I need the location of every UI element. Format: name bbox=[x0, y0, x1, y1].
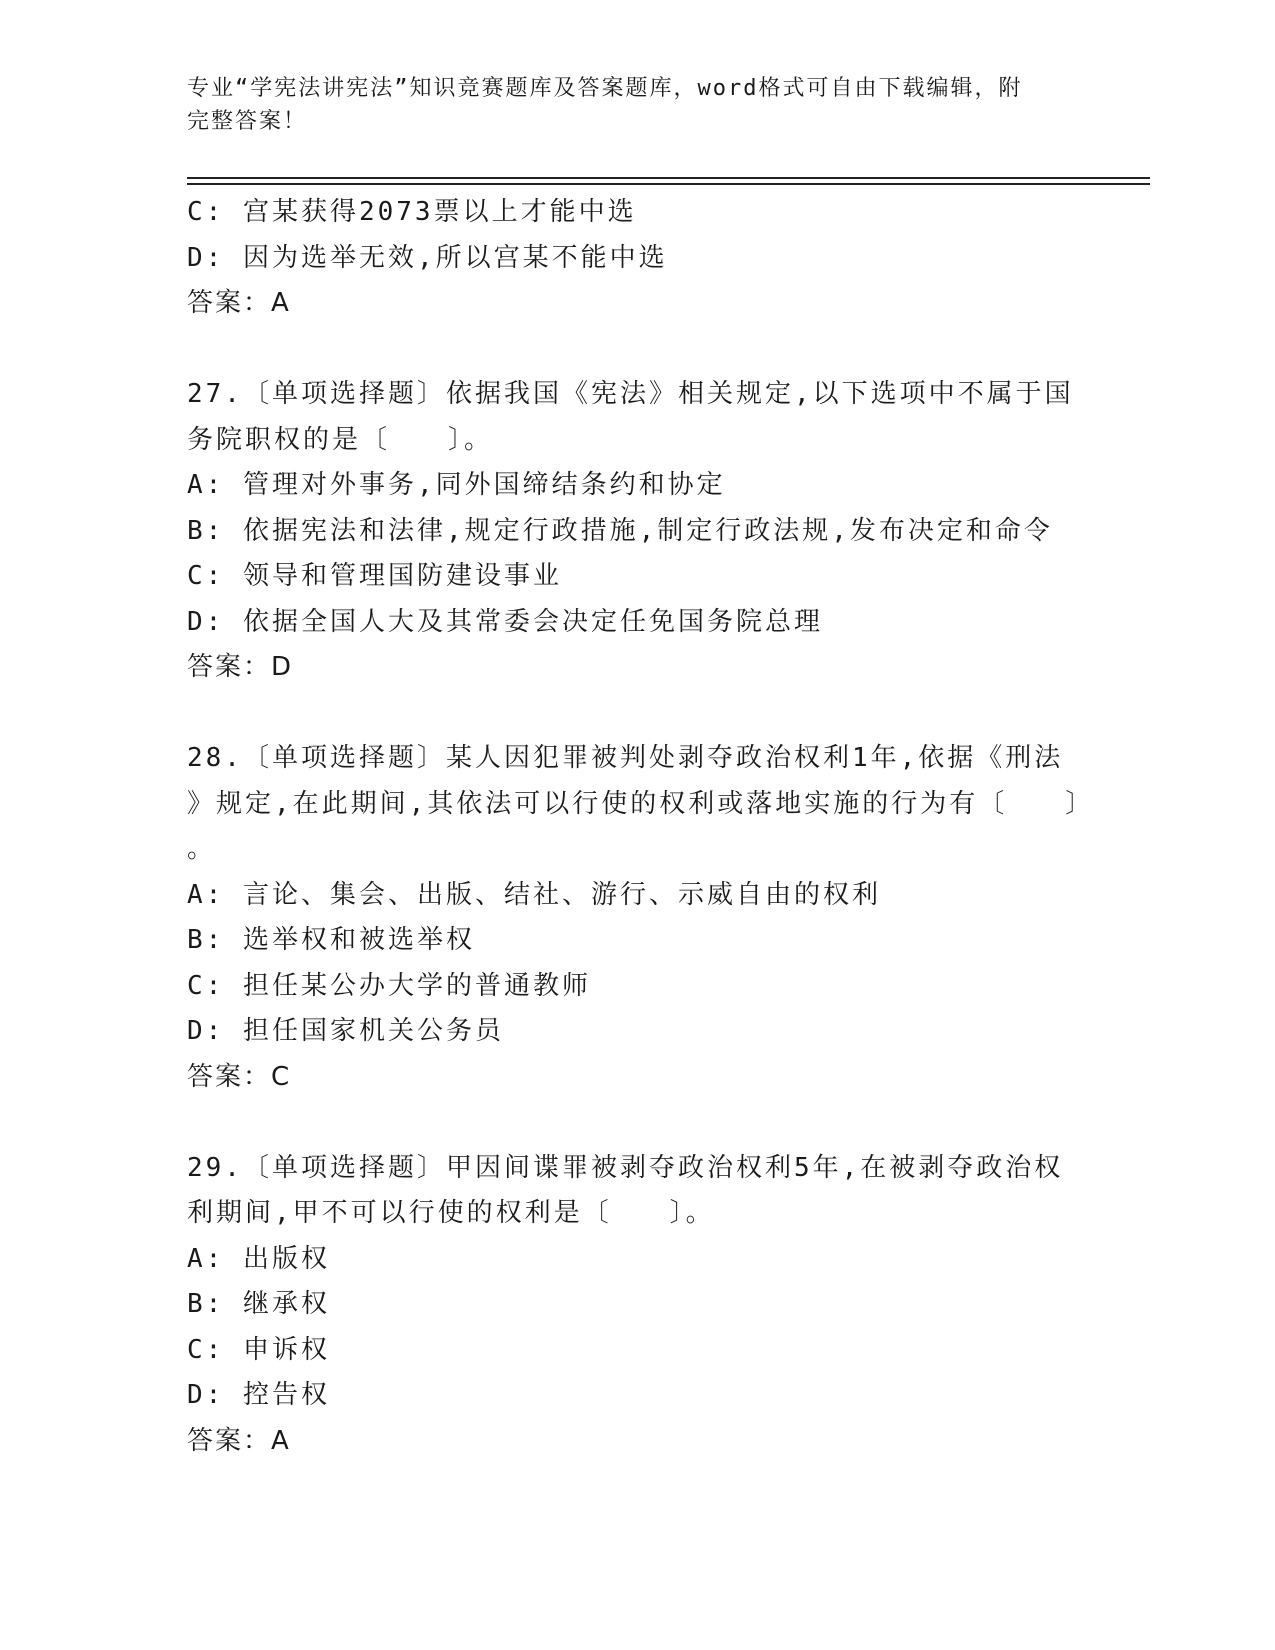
spacer bbox=[187, 1100, 1067, 1146]
option-b: B: 选举权和被选举权 bbox=[187, 925, 475, 955]
option-b: B: 继承权 bbox=[187, 1289, 330, 1319]
option-d: D: 因为选举无效,所以宫某不能中选 bbox=[187, 242, 668, 273]
option-c: C: 申诉权 bbox=[187, 1334, 330, 1365]
header-divider-bottom bbox=[187, 183, 1150, 185]
previous-question-tail bbox=[187, 190, 1067, 327]
question-text-line: 。 bbox=[187, 834, 217, 864]
option-a: A: 管理对外事务,同外国缔结条约和协定 bbox=[187, 470, 726, 500]
question-28 bbox=[187, 736, 1095, 1100]
answer-line: 答案：C bbox=[187, 1061, 292, 1092]
answer-line: 答案：A bbox=[187, 1425, 291, 1456]
question-29 bbox=[187, 1146, 1067, 1465]
question-27 bbox=[187, 372, 1074, 691]
option-c: C: 担任某公办大学的普通教师 bbox=[187, 970, 591, 1001]
option-c: C: 领导和管理国防建设事业 bbox=[187, 561, 562, 591]
header-line-2: 完整答案！ bbox=[187, 109, 308, 134]
question-text-line: 利期间,甲不可以行使的权利是〔 〕。 bbox=[187, 1198, 715, 1228]
option-d: D: 依据全国人大及其常委会决定任免国务院总理 bbox=[187, 606, 823, 637]
option-d: D: 担任国家机关公务员 bbox=[187, 1016, 504, 1046]
question-text-line: 29.〔单项选择题〕甲因间谍罪被剥夺政治权利5年,在被剥夺政治权 bbox=[187, 1152, 1064, 1183]
spacer bbox=[187, 691, 1067, 737]
question-list bbox=[187, 190, 1095, 1464]
document-header bbox=[187, 72, 1067, 138]
answer-line: 答案：D bbox=[187, 652, 294, 682]
answer-line: 答案：A bbox=[187, 288, 291, 318]
question-text-line: 28.〔单项选择题〕某人因犯罪被判处剥夺政治权利1年,依据《刑法 bbox=[187, 743, 1064, 773]
spacer bbox=[187, 327, 1067, 373]
option-d: D: 控告权 bbox=[187, 1380, 330, 1410]
header-line-1: 专业“学宪法讲宪法”知识竞赛题库及答案题库，word格式可自由下载编辑，附 bbox=[187, 76, 1023, 101]
header-divider-top bbox=[187, 177, 1150, 179]
question-text-line: 27.〔单项选择题〕依据我国《宪法》相关规定,以下选项中不属于国 bbox=[187, 379, 1074, 409]
option-a: A: 言论、集会、出版、结社、游行、示威自由的权利 bbox=[187, 879, 881, 910]
question-text-line: 务院职权的是〔 〕。 bbox=[187, 424, 494, 455]
option-c: C: 宫某获得2073票以上才能中选 bbox=[187, 197, 637, 227]
option-b: B: 依据宪法和法律,规定行政措施,制定行政法规,发布决定和命令 bbox=[187, 515, 1053, 546]
option-a: A: 出版权 bbox=[187, 1243, 330, 1274]
question-text-line: 》规定,在此期间,其依法可以行使的权利或落地实施的行为有〔 〕 bbox=[187, 788, 1095, 819]
